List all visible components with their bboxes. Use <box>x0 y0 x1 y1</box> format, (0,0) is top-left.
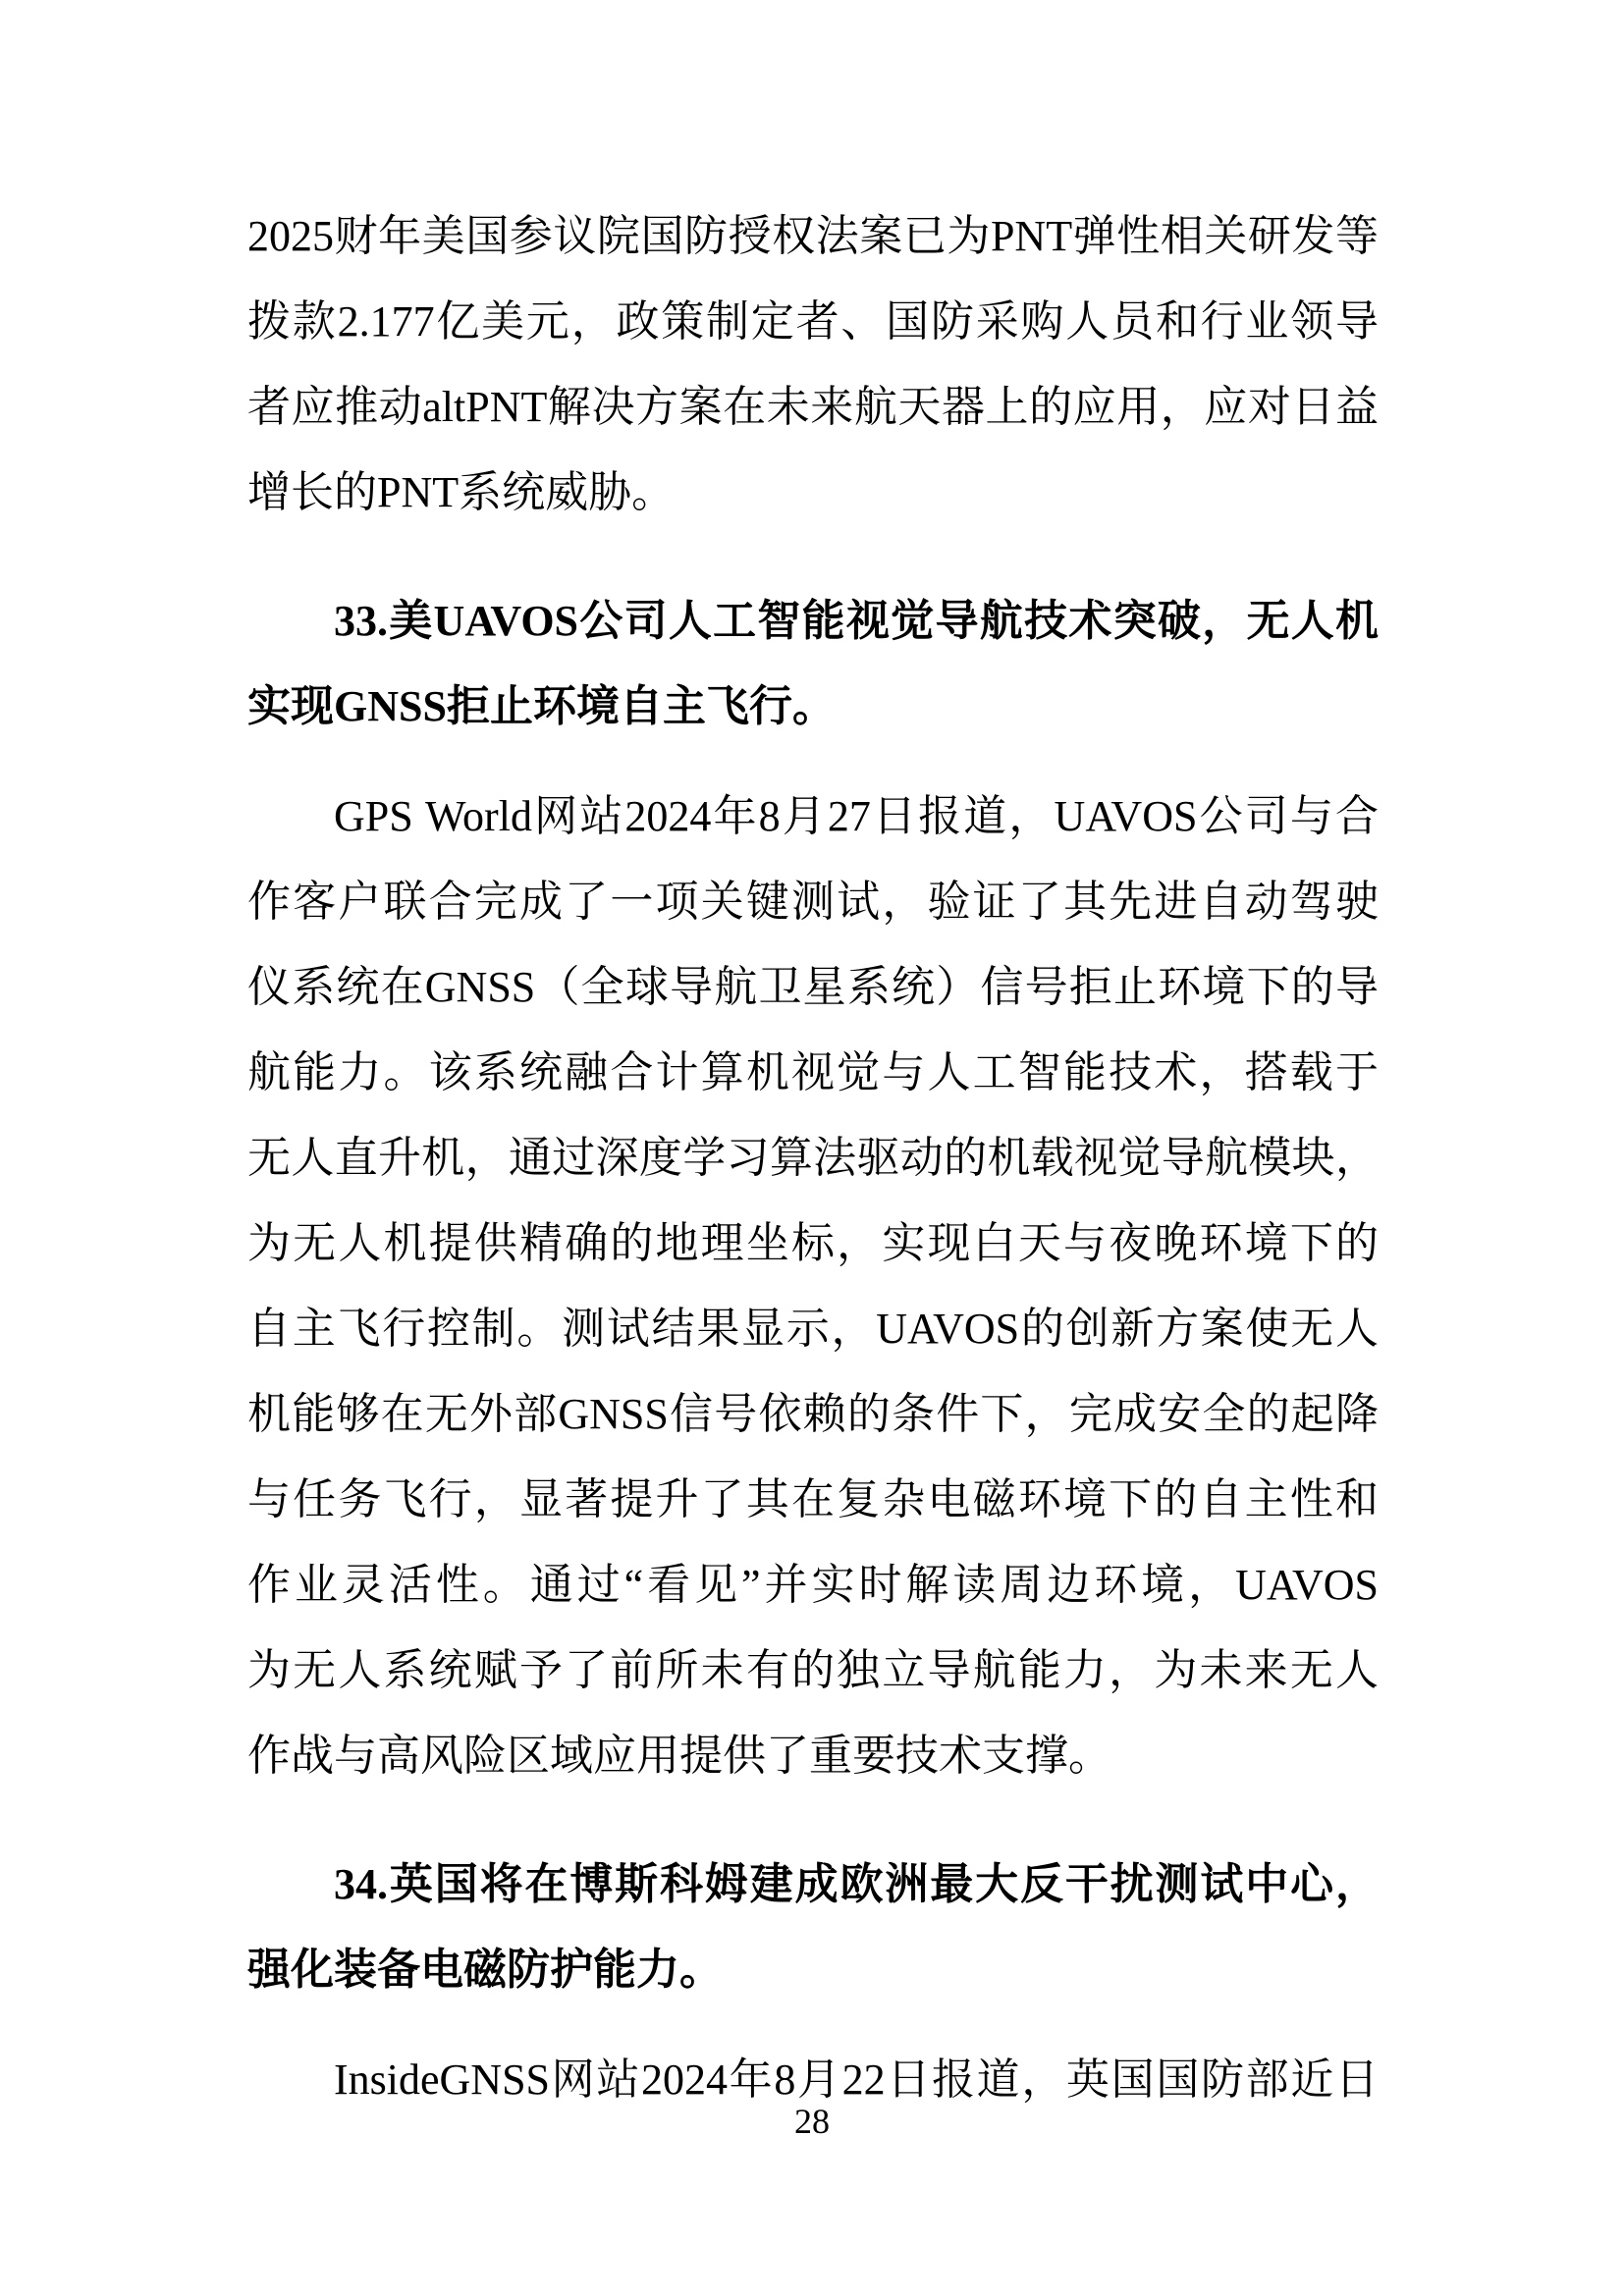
text-line: 无人直升机，通过深度学习算法驱动的机载视觉导航模块， <box>247 1134 1379 1182</box>
heading-line: 强化装备电磁防护能力。 <box>247 1946 723 1994</box>
heading-line: 实现GNSS拒止环境自主飞行。 <box>247 682 836 730</box>
text-line: 自主飞行控制。测试结果显示，UAVOS的创新方案使无人 <box>247 1305 1379 1353</box>
heading-item-34 <box>247 1842 1379 2012</box>
paragraph-pnt-funding <box>247 193 1379 535</box>
paragraph-uavos <box>247 774 1379 1798</box>
text-line: 航能力。该系统融合计算机视觉与人工智能技术，搭载于 <box>247 1048 1379 1096</box>
text-line: 2025财年美国参议院国防授权法案已为PNT弹性相关研发等 <box>247 212 1379 260</box>
text-line: 为无人系统赋予了前所未有的独立导航能力，为未来无人 <box>247 1646 1379 1694</box>
text-line: 与任务飞行，显著提升了其在复杂电磁环境下的自主性和 <box>247 1475 1379 1523</box>
text-line: 仪系统在GNSS（全球导航卫星系统）信号拒止环境下的导 <box>247 963 1379 1011</box>
text-line: 为无人机提供精确的地理坐标，实现白天与夜晚环境下的 <box>247 1219 1379 1267</box>
text-line: InsideGNSS网站2024年8月22日报道，英国国防部近日 <box>334 2056 1379 2104</box>
text-line: GPS World网站2024年8月27日报道，UAVOS公司与合 <box>334 792 1379 840</box>
text-line: 拨款2.177亿美元，政策制定者、国防采购人员和行业领导 <box>247 297 1379 346</box>
text-line: 机能够在无外部GNSS信号依赖的条件下，完成安全的起降 <box>247 1390 1379 1438</box>
text-line: 作客户联合完成了一项关键测试，验证了其先进自动驾驶 <box>247 878 1379 926</box>
text-column <box>247 193 1379 2122</box>
text-line: 者应推动altPNT解决方案在未来航天器上的应用，应对日益 <box>247 383 1379 431</box>
text-line: 作战与高风险区域应用提供了重要技术支撑。 <box>247 1732 1111 1780</box>
heading-line: 33.美UAVOS公司人工智能视觉导航技术突破，无人机 <box>334 597 1379 645</box>
heading-line: 34.英国将在博斯科姆建成欧洲最大反干扰测试中心， <box>334 1860 1379 1908</box>
text-line: 增长的PNT系统威胁。 <box>247 468 676 516</box>
heading-item-33 <box>247 578 1379 749</box>
text-line: 作业灵活性。通过“看见”并实时解读周边环境，UAVOS <box>247 1561 1379 1609</box>
page-number: 28 <box>794 2102 830 2141</box>
